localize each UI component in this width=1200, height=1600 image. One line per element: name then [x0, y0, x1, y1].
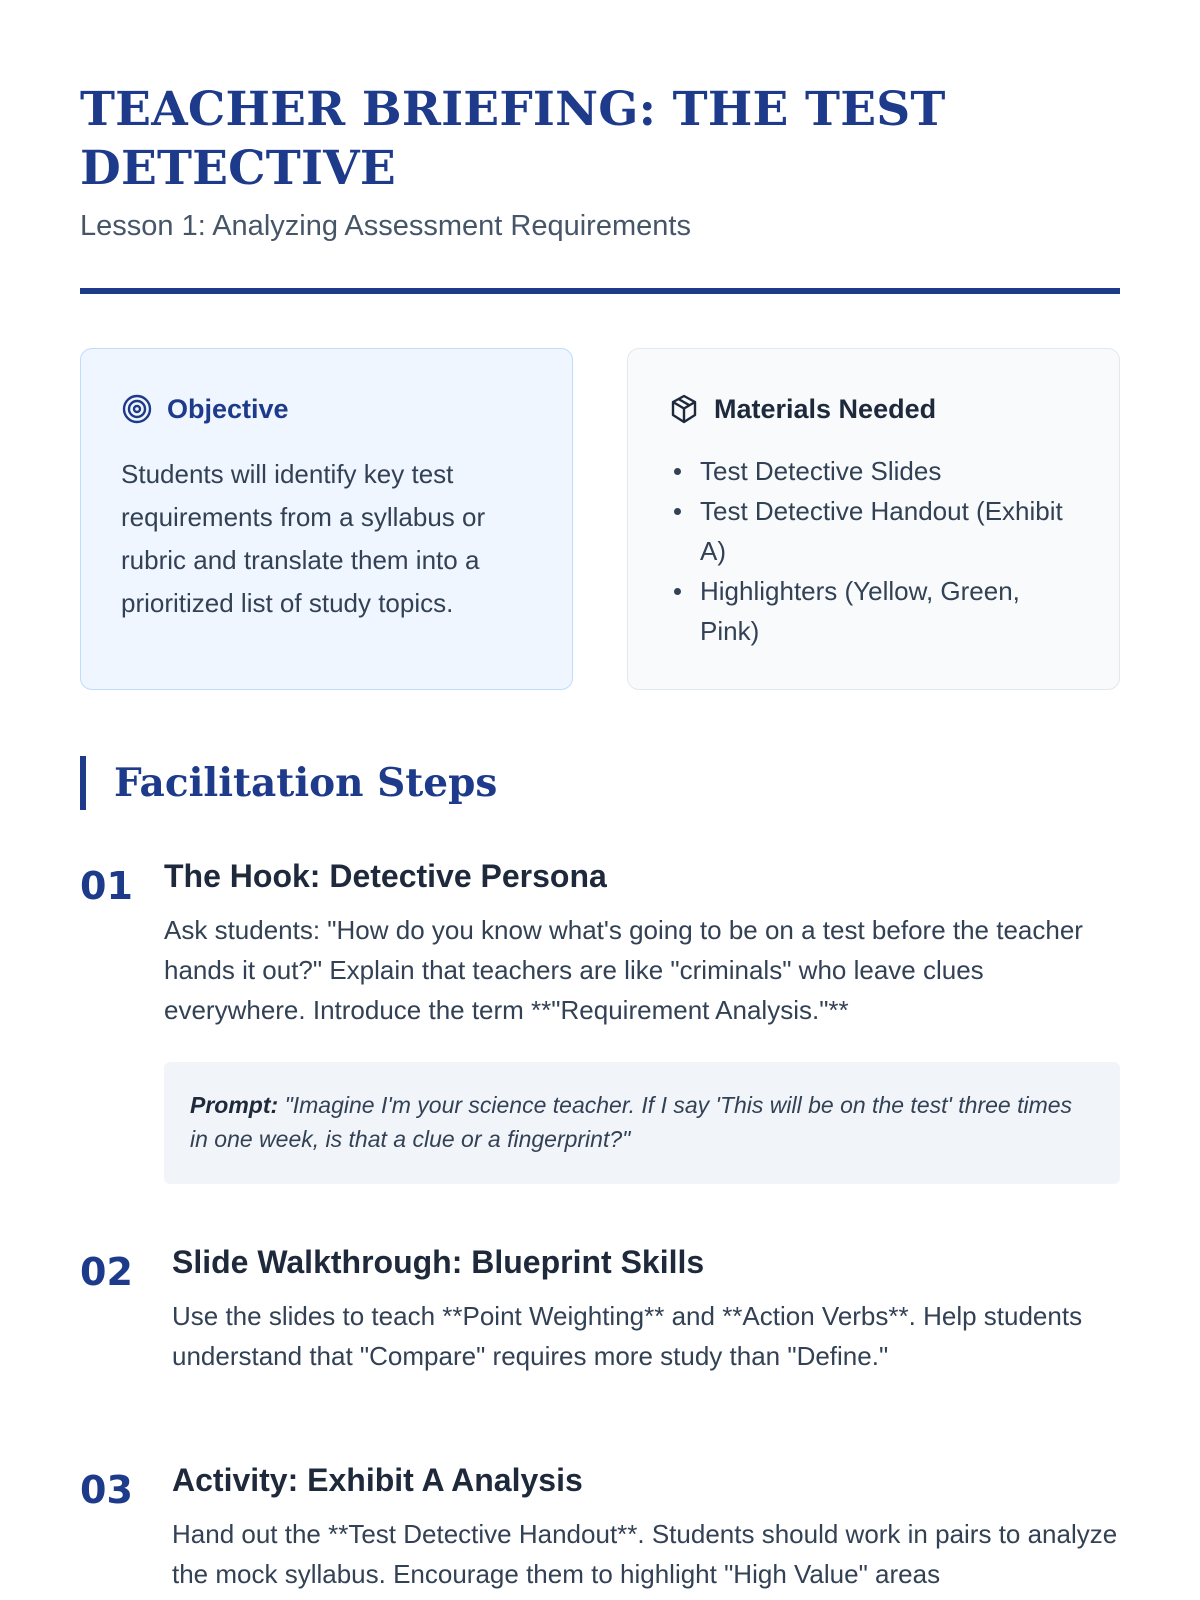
materials-card: [627, 348, 1120, 690]
prompt-text: "Imagine I'm your science teacher. If I say 'This will be on the test' three times in one week, is that a clue or a fingerprint?": [190, 1092, 1073, 1152]
objective-card: [80, 348, 573, 690]
list-item: Highlighters (Yellow, Green, Pink): [668, 571, 1079, 651]
step-body: [172, 1242, 1120, 1376]
objective-text: Students will identify key test requirements from a syllabus or rubric and translate them into a prioritized list of study topics.: [121, 459, 486, 618]
step-text: Ask students: "How do you know what's going to be on a test before the teacher hands it out?" Explain that teachers are like "criminals" who leave clues everywhere. Introduce the term **"Requirement Analysis."**: [164, 915, 1083, 1025]
step-number: 02: [80, 1250, 133, 1294]
objective-header: [121, 393, 532, 425]
list-item: Test Detective Handout (Exhibit A): [668, 491, 1079, 571]
info-cards: [80, 348, 1120, 690]
objective-heading: Objective: [167, 393, 289, 424]
step-3: [80, 1460, 1120, 1594]
step-title: Slide Walkthrough: Blueprint Skills: [172, 1244, 705, 1280]
materials-heading: Materials Needed: [714, 393, 937, 424]
target-icon: [121, 393, 153, 425]
package-icon: [668, 393, 700, 425]
step-number: 01: [80, 864, 133, 908]
facilitation-heading: [80, 756, 1120, 810]
step-title: Activity: Exhibit A Analysis: [172, 1462, 583, 1498]
step-number: 03: [80, 1468, 133, 1512]
materials-header: [668, 393, 1079, 425]
step-body: [164, 856, 1120, 1184]
step-text: Use the slides to teach **Point Weighting** and **Action Verbs**. Help students understand that "Compare" requires more study than "Define.": [172, 1301, 1083, 1371]
page-subtitle: Lesson 1: Analyzing Assessment Requirements: [80, 210, 691, 242]
page-title: TEACHER BRIEFING: THE TEST DETECTIVE: [80, 82, 946, 196]
prompt-label: Prompt:: [190, 1092, 279, 1118]
step-body: [172, 1460, 1120, 1594]
step-title: The Hook: Detective Persona: [164, 858, 607, 894]
list-item: Test Detective Slides: [668, 451, 1079, 491]
step-text: Hand out the **Test Detective Handout**. Students should work in pairs to analyze the mock syllabus. Encourage them to highlight "High Value" areas: [172, 1519, 1118, 1589]
facilitation-heading-text: Facilitation Steps: [114, 760, 498, 806]
materials-list: [668, 451, 1079, 651]
prompt-box: [164, 1062, 1120, 1184]
title-divider: [80, 288, 1120, 294]
step-1: [80, 856, 1120, 1184]
step-2: [80, 1242, 1120, 1376]
